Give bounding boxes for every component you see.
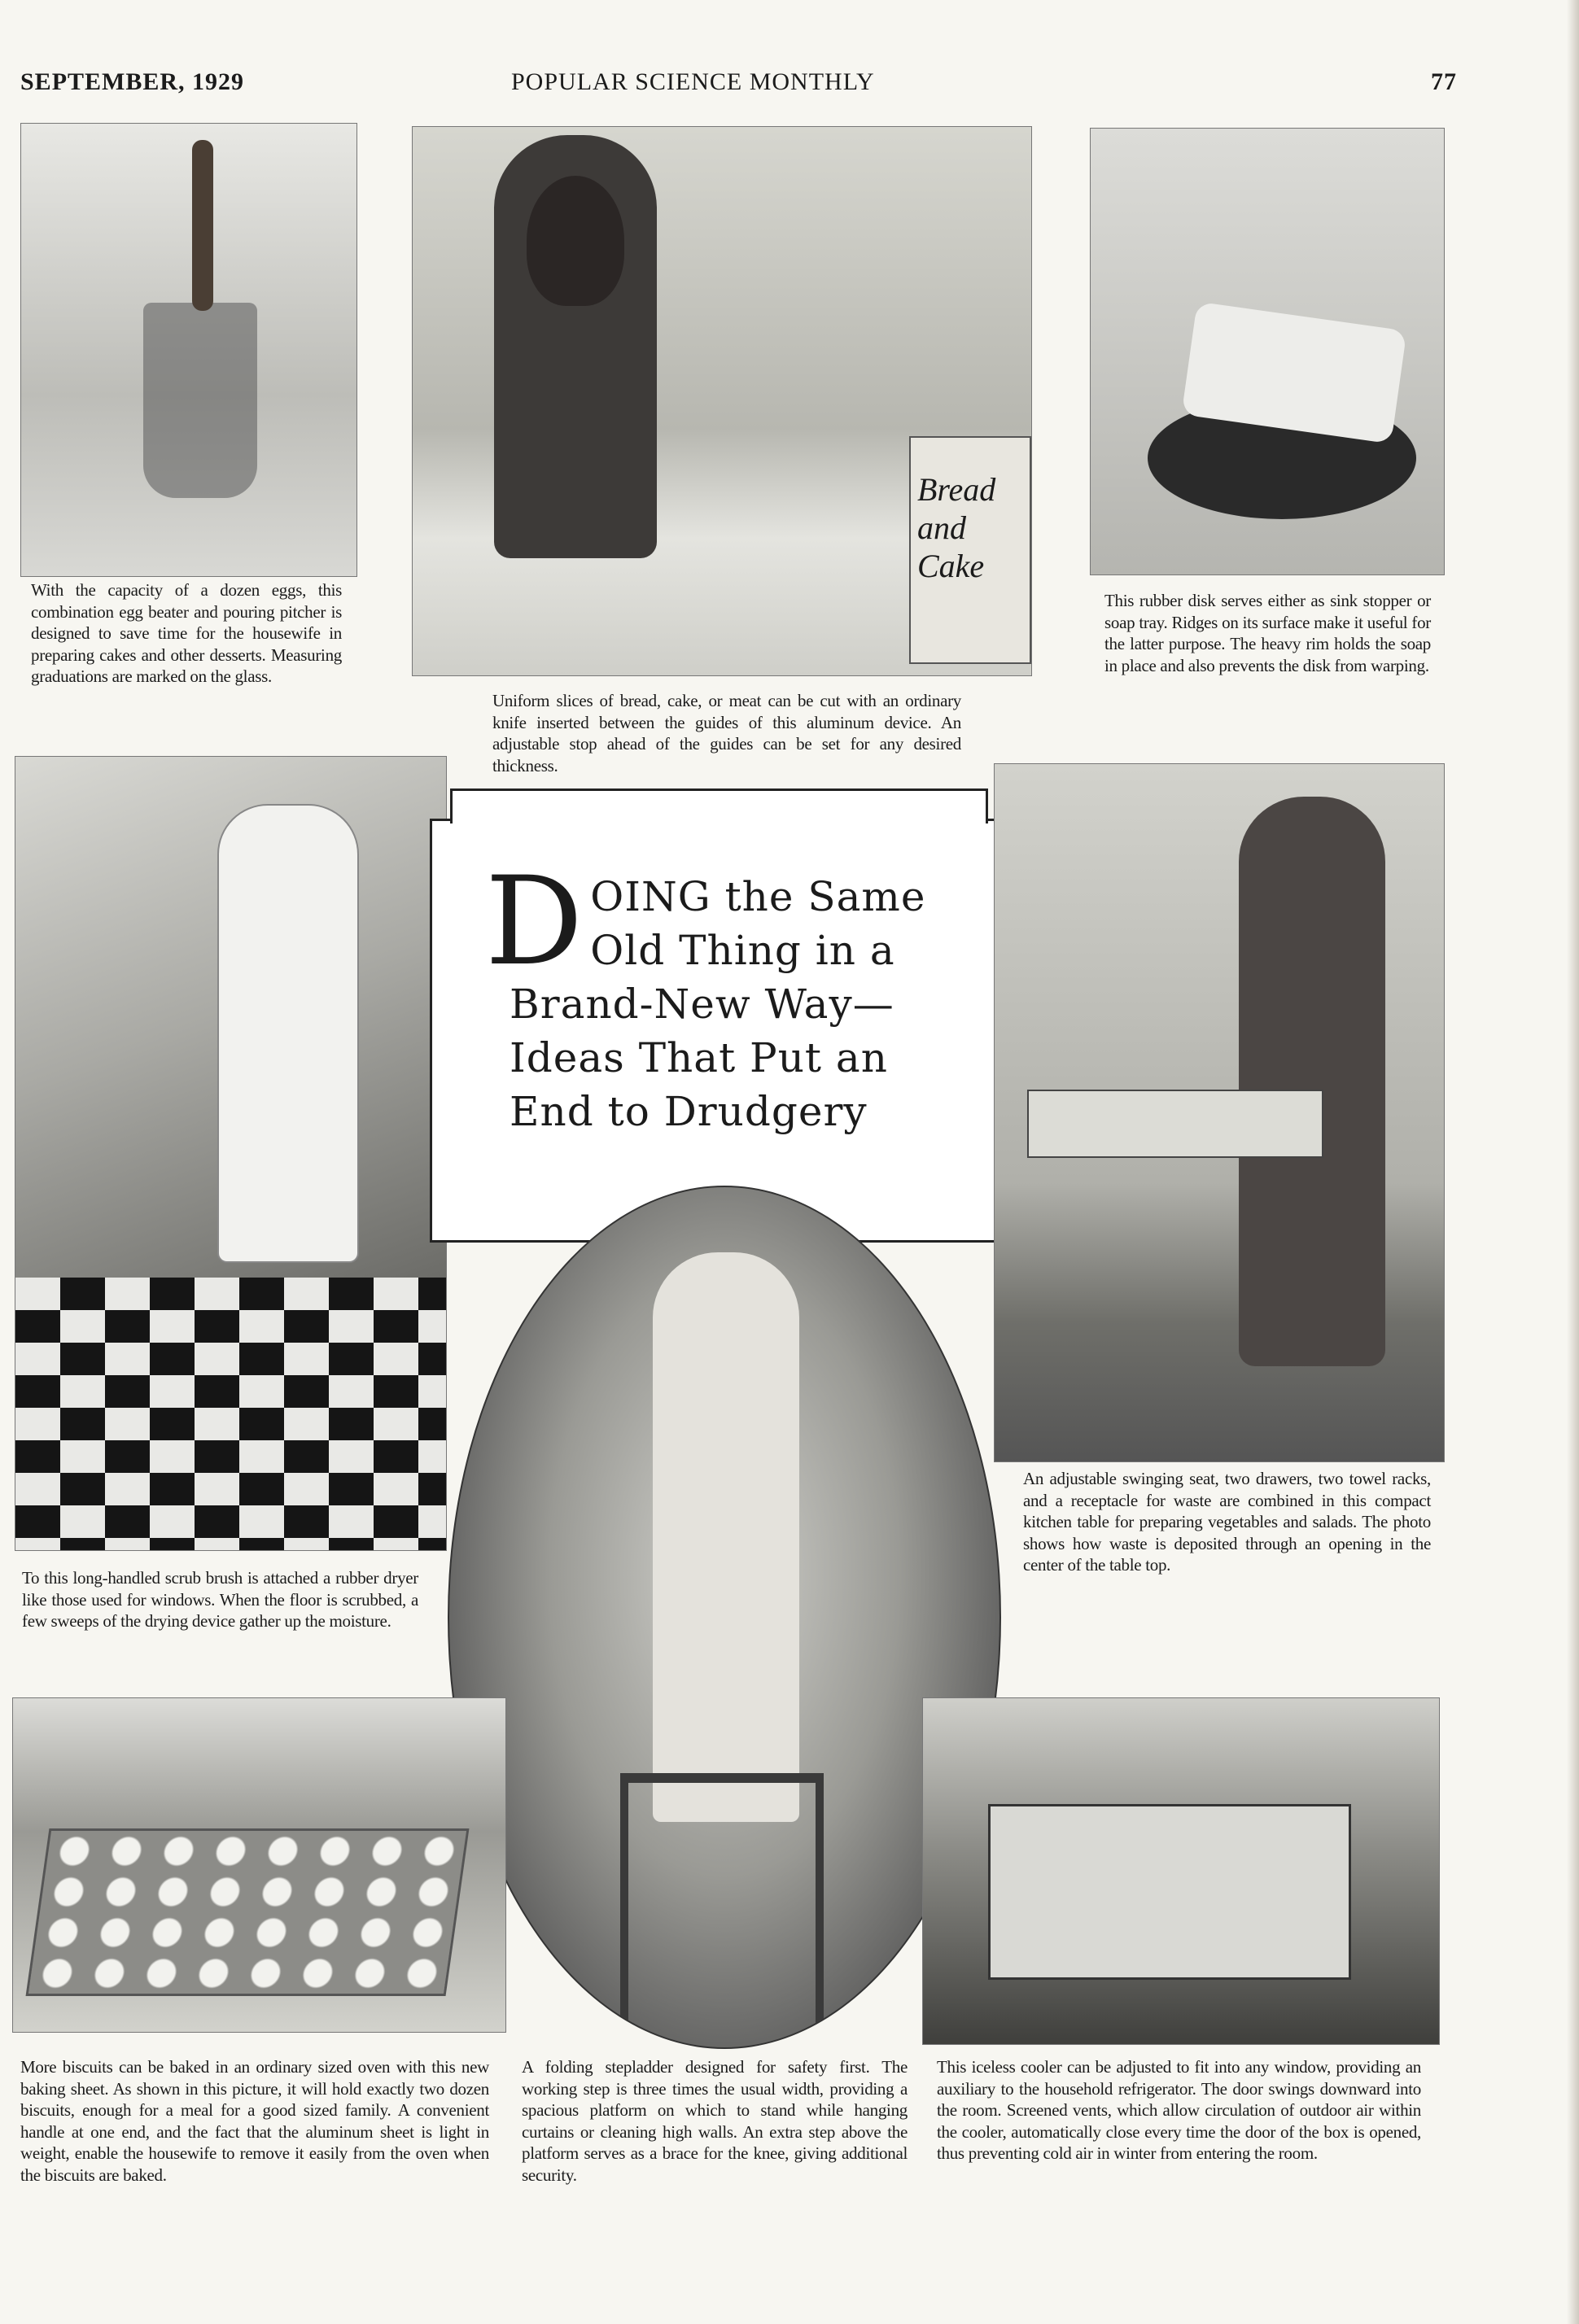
- bread-box-lettering: Bread and Cake: [909, 436, 1031, 664]
- stepladder-caption: A folding stepladder designed for safety first. The working step is three times the usual width, providing a spacious platform on which to stand while hanging curtains or cleaning high walls. An extra step above the platform serves as a brace for the knee, giving additional security.: [522, 2057, 908, 2185]
- page-edge: [1567, 0, 1579, 2324]
- bread-slicer-photo: [412, 126, 1032, 676]
- iceless-cooler-photo: [922, 1697, 1440, 2045]
- article-title-box: [430, 819, 1005, 1243]
- stepladder-photo: [448, 1186, 1001, 2049]
- title-drop-cap: D: [485, 851, 584, 993]
- page-number: 77: [1431, 68, 1457, 95]
- baking-sheet-photo: [12, 1697, 506, 2033]
- egg-beater-photo: [20, 123, 357, 577]
- kitchen-table-photo: [994, 763, 1445, 1462]
- scrub-brush-caption: To this long-handled scrub brush is attached a rubber dryer like those used for windows. When the floor is scrubbed, a few sweeps of the drying device gather up the moisture.: [22, 1568, 418, 1631]
- magazine-title: POPULAR SCIENCE MONTHLY: [511, 68, 875, 95]
- kitchen-table-caption: An adjustable swinging seat, two drawers, two towel racks, and a receptacle for waste are combined in this compact kitchen table for preparing vegetables and salads. The photo shows how waste is deposited through an opening in the center of the table top.: [1023, 1469, 1431, 1575]
- bread-slicer-caption: Uniform slices of bread, cake, or meat can be cut with an ordinary knife inserted between the guides of this aluminum device. An adjustable stop ahead of the guides can be set for any desired thickness.: [492, 691, 961, 775]
- rubber-disk-photo: [1090, 128, 1445, 575]
- title-text: OING the Same Old Thing in a Brand-New Way— Ideas That Put an End to Drudgery: [510, 873, 926, 1135]
- baking-sheet-caption: More biscuits can be baked in an ordinary sized oven with this new baking sheet. As shown in this picture, it will hold exactly two dozen biscuits, enough for a meal for a good sized family. A convenient handle at one end, and the fact that the aluminum sheet is light in weight, enable the housewife to remove it easily from the oven when the biscuits are baked.: [20, 2057, 489, 2185]
- rubber-disk-caption: This rubber disk serves either as sink stopper or soap tray. Ridges on its surface make it useful for the latter purpose. The heavy rim holds the soap in place and also prevents the disk from warping.: [1104, 591, 1431, 675]
- egg-beater-caption: With the capacity of a dozen eggs, this combination egg beater and pouring pitcher is designed to save time for the housewife in preparing cakes and other desserts. Measuring graduations are marked on the glass.: [31, 580, 342, 686]
- scrub-brush-photo: [15, 756, 447, 1551]
- article-title: [485, 851, 965, 1138]
- iceless-cooler-caption: This iceless cooler can be adjusted to fit into any window, providing an auxiliary to the household refrigerator. The door swings downward into the room. Screened vents, which allow circulation of outdoor air within the cooler, automatically close every time the door of the box is opened, thus preventing cold air in winter from entering the room.: [937, 2057, 1421, 2163]
- issue-date: SEPTEMBER, 1929: [20, 68, 245, 95]
